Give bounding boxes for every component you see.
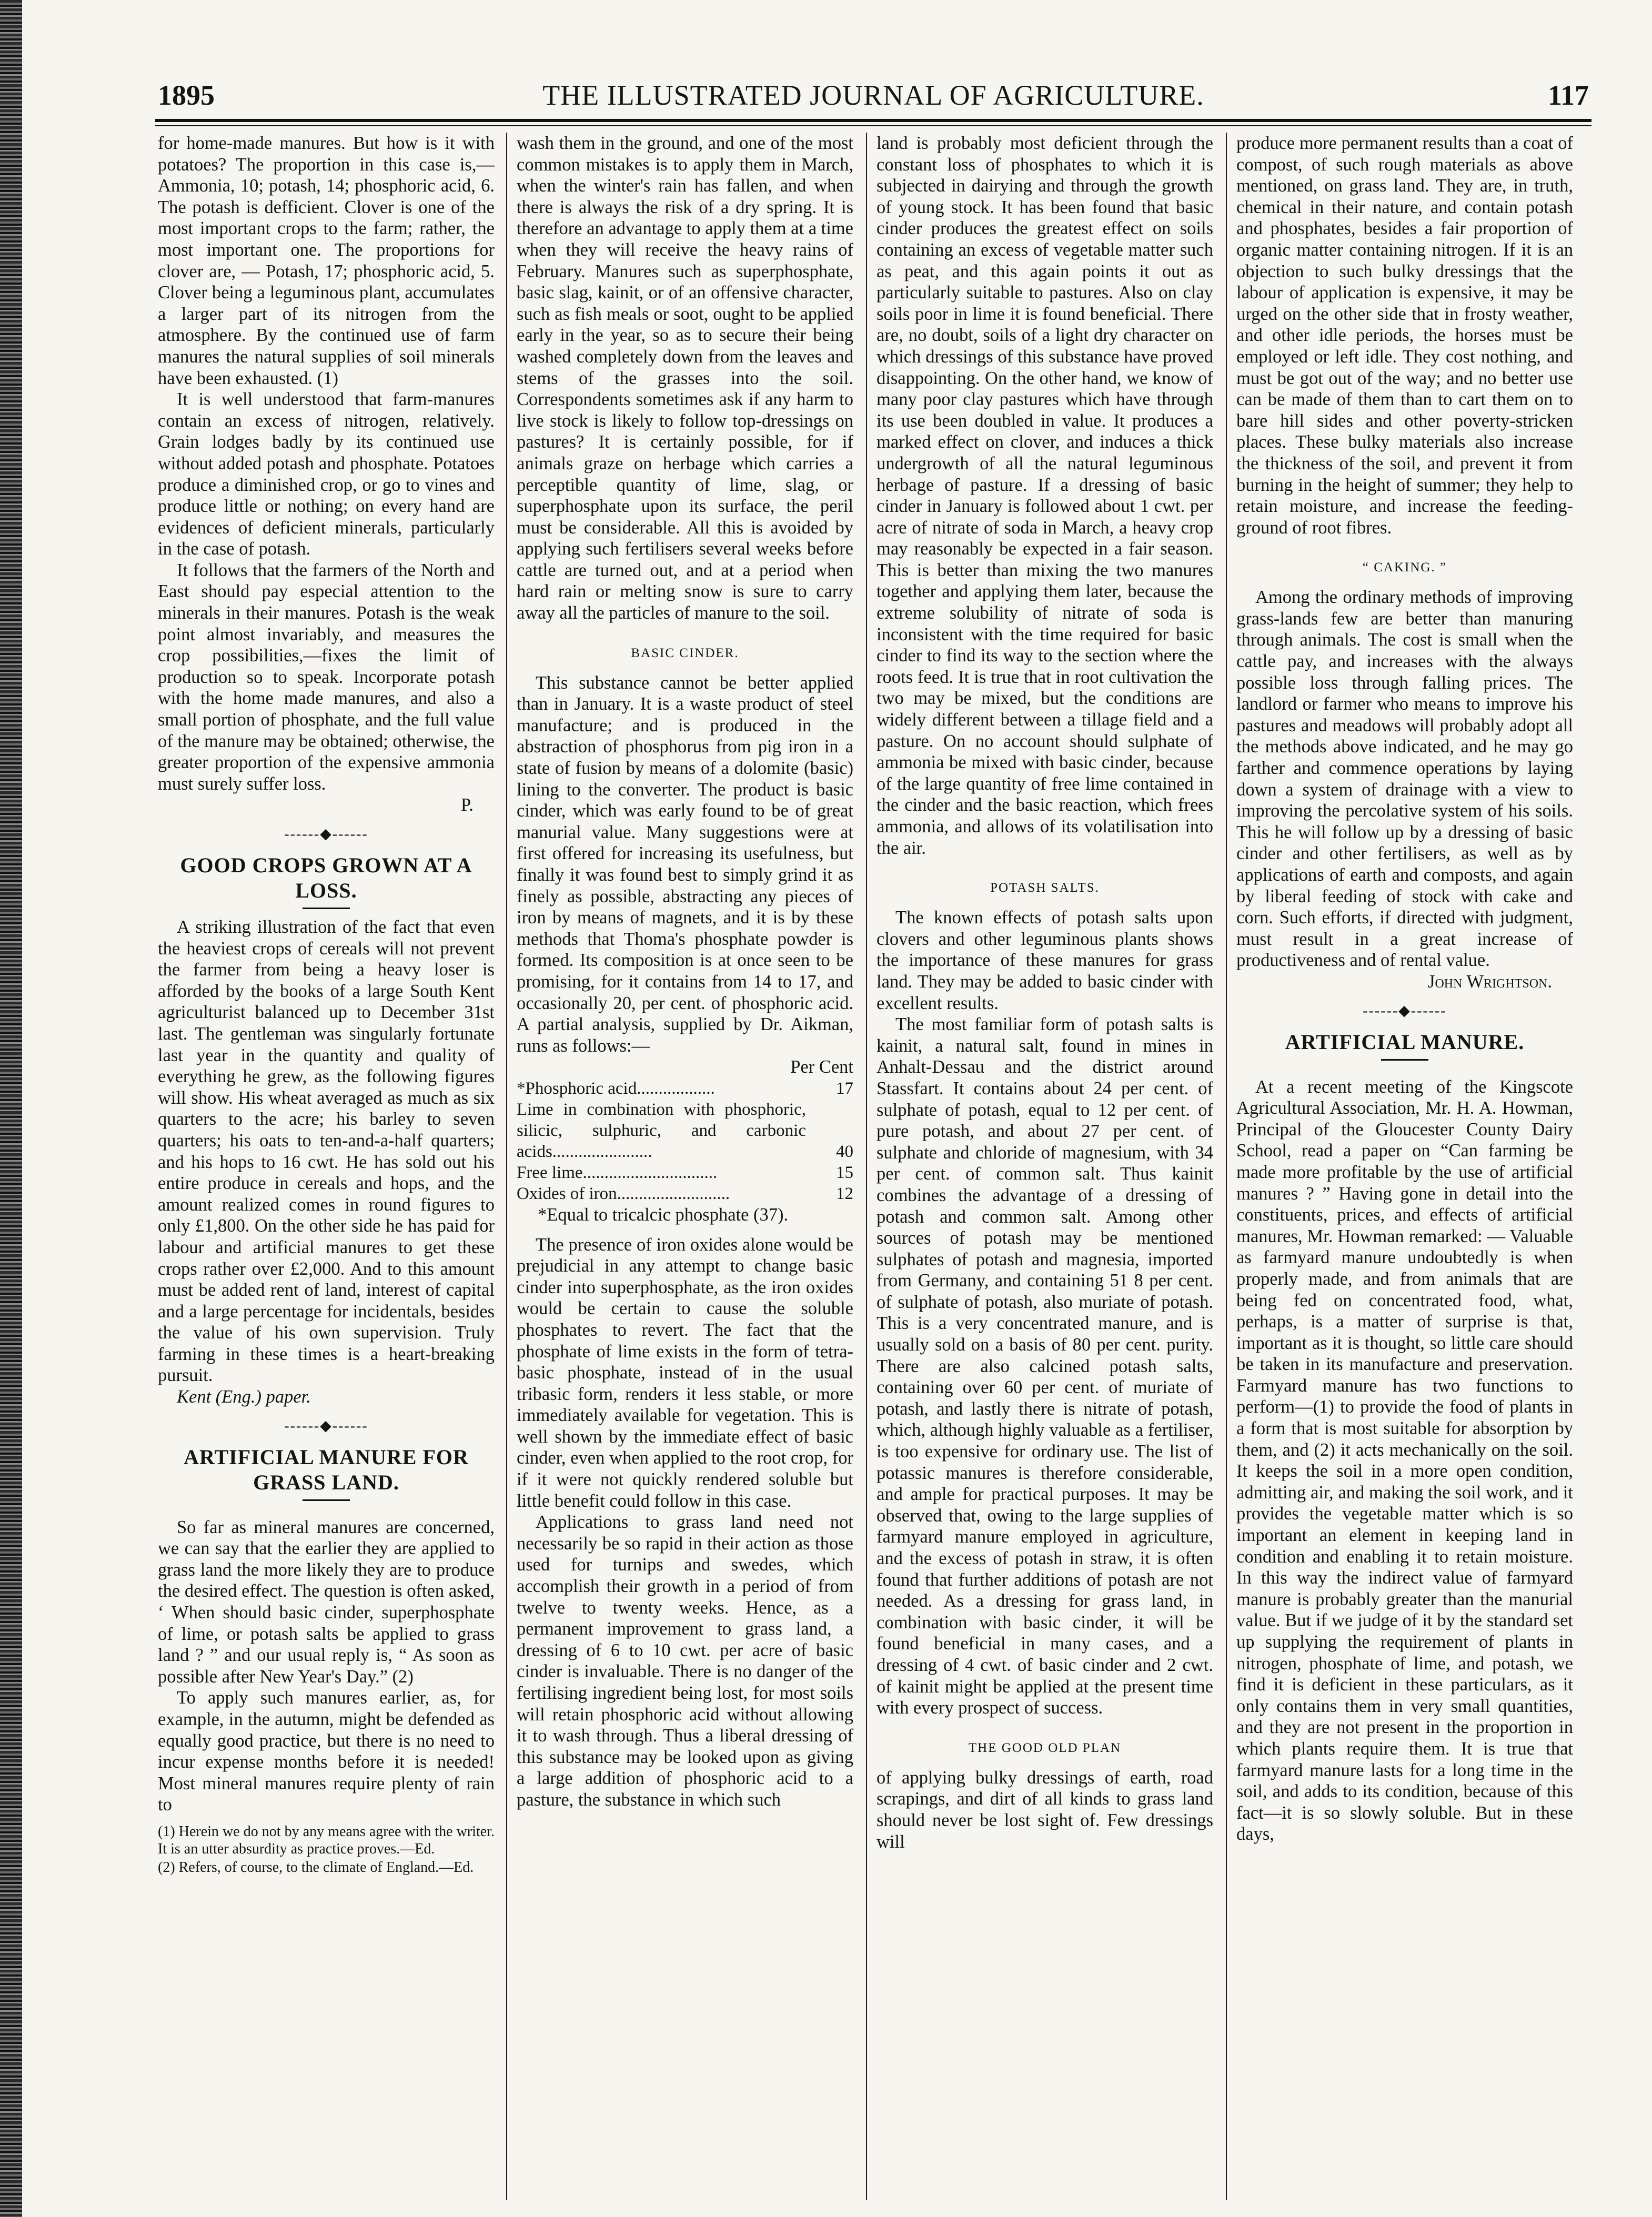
article-paragraph: wash them in the ground, and one of the most common mistakes is to apply them in March, when the winter's rain has fallen, and when there is always the risk of a dry spring. It is therefore an advantage to apply them at a time when they will receive the heavy rains of February. Manures such as superphosphate, basic slag, kainit, or of an offensive character, such as fish meals or soot, ought to be applied early in the year, so as to secure their being washed completely down from the leaves and stems of the grasses into the soil. Correspondents sometimes ask if any harm to live stock is likely to follow top-dressings on pastures? It is certainly possible, for if animals graze on herbage which carries a perceptible quantity of lime, slag, or superphosphate upon its surface, the peril must be considerable. All this is avoided by applying such fertilisers several weeks before cattle are turned out, and at a period when hard rain or melting snow is sure to carry away all the particles of manure to the soil. — [517, 133, 853, 623]
article-heading: GOOD CROPS GROWN AT A LOSS. — [180, 853, 472, 902]
header-rule-thick — [155, 119, 1591, 122]
table-row — [517, 1099, 853, 1162]
section-ornament: ------◆------ — [1363, 1002, 1447, 1019]
subsection-heading: “ CAKING. ” — [1362, 560, 1447, 575]
article-heading: ARTIFICIAL MANURE. — [1285, 1030, 1525, 1054]
section-ornament: ------◆------ — [284, 826, 368, 842]
article-heading: ARTIFICIAL MANURE FOR GRASS LAND. — [184, 1445, 469, 1494]
analysis-table — [517, 1078, 853, 1204]
article-paragraph: To apply such manures earlier, as, for example, in the autumn, might be defended as equally good practice, but there is no need to incur expense months before it is needed! Most mineral manures require plenty of rain to — [158, 1688, 495, 1815]
article-paragraph: of applying bulky dressings of earth, road scrapings, and dirt of all kinds to grass land should never be lost sight of. Few dressings will — [877, 1767, 1213, 1852]
source-credit: Kent (Eng.) paper. — [177, 1387, 311, 1407]
article-paragraph: The known effects of potash salts upon clovers and other leguminous plants shows the importance of these manures for grass land. They may be added to basic cinder with excellent results. — [877, 908, 1213, 1013]
column-divider — [506, 133, 507, 2200]
section-ornament: ------◆------ — [284, 1417, 368, 1434]
page-number: 117 — [1547, 79, 1589, 111]
analysis-column-header: Per Cent — [790, 1057, 853, 1077]
article-paragraph: Among the ordinary methods of improving grass-lands few are better than manuring through animals. The cost is small when the cattle pay, and increases with the always possible loss through falling prices. The landlord or farmer who means to improve his pastures and meadows will probably adopt all the methods above indicated, and he may go farther and commence operations by laying down a system of drainage with a view to improving the percolative system of his soils. This he will follow up by a dressing of basic cinder and other fertilisers, as well as by applications of earth and composts, and again by liberal feeding of stock with cake and corn. Such efforts, if directed with judgment, must result in a great increase of productiveness and of rental value. — [1236, 587, 1573, 971]
column-4 — [1236, 133, 1573, 2200]
table-row — [517, 1078, 853, 1099]
table-row — [517, 1162, 853, 1183]
article-paragraph: Applications to grass land need not necessarily be so rapid in their action as those used for turnips and swedes, which accomplish their growth in a period of from twelve to twenty weeks. Hence, as a permanent improvement to grass land, a dressing of 6 to 10 cwt. per acre of basic cinder is invaluable. There is no danger of the fertilising ingredient being lost, for most soils will retain phosphoric acid without allowing it to wash through. Thus a liberal dressing of this substance may be looked upon as giving a large addition of phosphoric acid to a pasture, the substance in which such — [517, 1512, 853, 1810]
table-row — [517, 1183, 853, 1204]
analysis-value: 12 — [836, 1184, 853, 1203]
heading-rule — [1381, 1059, 1428, 1061]
column-divider — [1226, 133, 1227, 2200]
author-signature: John Wrightson. — [1428, 971, 1552, 992]
journal-title: THE ILLUSTRATED JOURNAL OF AGRICULTURE. — [542, 79, 1204, 111]
column-2 — [517, 133, 853, 2200]
subsection-heading: THE GOOD OLD PLAN — [968, 1740, 1122, 1755]
article-paragraph: for home-made manures. But how is it with potatoes? The proportion in this case is,—Ammonia, 10; potash, 14; phosphoric acid, 6. The potash is defficient. Clover is one of the most important crops to the farm; rather, the most important one. The proportions for clover are, — Potash, 17; phosphoric acid, 5. Clover being a leguminous plant, accumulates a larger part of its nitrogen from the atmosphere. By the continued use of farm manures the natural supplies of soil minerals have been exhausted. (1) — [158, 133, 495, 388]
subsection-heading: POTASH SALTS. — [990, 881, 1100, 895]
running-header — [158, 79, 1589, 121]
heading-rule — [303, 1499, 350, 1501]
analysis-value: 17 — [836, 1079, 853, 1098]
analysis-label: Lime in combination with phosphoric, silicic, sulphuric, and carbonic acids....................... — [517, 1100, 806, 1161]
analysis-value: 40 — [836, 1142, 853, 1161]
column-divider — [866, 133, 867, 2200]
article-paragraph: land is probably most deficient through the constant loss of phosphates to which it is subjected in dairying and through the growth of young stock. It has been found that basic cinder produces the greatest effect on soils containing an excess of vegetable matter such as peat, and this again points it out as particularly suitable to pastures. Also on clay soils poor in lime it is found beneficial. There are, no doubt, soils of a light dry character on which dressings of this substance have proved disappointing. On the other hand, we know of many poor clay pastures which have through its use been doubled in value. It produces a marked effect on clover, and induces a thick undergrowth of all the natural leguminous herbage of pasture. If a dressing of basic cinder in January is followed about 1 cwt. per acre of nitrate of soda in March, a heavy crop may reasonably be expected in a fair season. This is better than mixing the two manures together and applying them later, because the extreme solubility of nitrate of soda is inconsistent with the time required for basic cinder to find its way to the section where the roots feed. It is true that in root cultivation the two may be mixed, but the conditions are widely different between a tillage field and a pasture. On no account should sulphate of ammonia be mixed with basic cinder, because of the large quantity of free lime contained in the cinder and the basic reaction, which frees ammonia, and allows of its volatilisation into the air. — [877, 133, 1213, 858]
article-paragraph: The most familiar form of potash salts is kainit, a natural salt, found in mines in Anhalt-Dessau and the district around Stassfart. It contains about 24 per cent. of sulphate of potash, equal to 12 per cent. of pure potash, and about 27 per cent. of sulphate and chloride of magnesium, with 34 per cent. of common salt. Thus kainit combines the advantage of a dressing of potash and common salt. Among other sources of potash may be mentioned sulphates of potash and magnesia, imported from Germany, and containing 51 8 per cent. of sulphate of potash, also muriate of potash. This is a very concentrated manure, and is usually sold on a basis of 80 per cent. purity. There are also calcined potash salts, containing over 60 per cent. of muriate of potash, and lastly there is nitrate of potash, which, although highly valuable as a fertiliser, is too expensive for ordinary use. The list of potassic manures is therefore considerable, and ample for practical purposes. It may be observed that, owing to the large supplies of farmyard manure employed in agriculture, and the excess of potash in straw, it is often found that further additions of potash are not needed. As a dressing for grass land, in combination with basic cinder, it will be found beneficial in many cases, and a dressing of 4 cwt. of basic cinder and 2 cwt. of kainit might be applied at the present time with every prospect of success. — [877, 1014, 1213, 1718]
analysis-value: 15 — [836, 1163, 853, 1182]
article-paragraph: A striking illustration of the fact that even the heaviest crops of cereals will not prevent the farmer from being a heavy loser is afforded by the books of a large South Kent agriculturist balanced up to December 31st last. The gentleman was singularly fortunate last year in the quantity and quality of everything he grew, as the following figures will show. His wheat averaged as much as six quarters to the acre; his barley to seven quarters; his oats to ten-and-a-half quarters; and his hops to 16 cwt. He has sold out his entire produce in cereals and hops, and the amount realized comes in round figures to only £1,800. On the other side he has paid for labour and artificial manures to get these crops rather over £2,000. And to this amount must be added rent of land, interest of capital and a large percentage for incidentals, besides the value of his own supervision. Truly farming in these times is a heart-breaking pursuit. — [158, 917, 495, 1386]
footnote: (2) Refers, of course, to the climate of England.—Ed. — [158, 1859, 474, 1876]
analysis-label: Free lime............................... — [517, 1163, 718, 1182]
article-paragraph: At a recent meeting of the Kingscote Agricultural Association, Mr. H. A. Howman, Principal of the Gloucester County Dairy School, read a paper on “Can farming be made more profitable by the use of artificial manures ? ” Having gone in detail into the constituents, prices, and effects of artificial manures, Mr. Howman remarked: — Valuable as farmyard manure undoubtedly is when properly made, and from animals that are being fed on concentrated food, what, perhaps, is a matter of surprise is that, important as it is thought, so little care should be taken in its manufacture and preservation. Farmyard manure has two functions to perform—(1) to provide the food of plants in a form that is most suitable for absorption by them, and (2) it acts mechanically on the soil. It keeps the soil in a more open condition, admitting air, and making the soil work, and it provides the vegetable matter which is so important an element in keeping land in condition and enabling it to retain moisture. In this way the indirect value of farmyard manure is probably greater than the manurial value. But if we judge of it by the standard set up supplying the requirement of plants in nitrogen, phosphate of lime, and potash, we find it is deficient in these particulars, as it only contains them in very small quantities, and they are not present in the proportion in which plants require them. It is true that farmyard manure lasts for a long time in the soil, and adds to its condition, because of this fact—it is so slowly soluble. But in these days, — [1236, 1076, 1573, 1845]
article-paragraph: It is well understood that farm-manures contain an excess of nitrogen, relatively. Grain lodges badly by its continued use without added potash and phosphate. Potatoes produce a diminished crop, or go to vines and produce little or nothing; on every hand are evidences of deficient minerals, particularly in the case of potash. — [158, 389, 495, 559]
article-paragraph: The presence of iron oxides alone would be prejudicial in any attempt to change basic cinder into superphosphate, as the iron oxides would be certain to cause the soluble phosphates to revert. The fact that the phosphate of lime exists in the form of tetra-basic phosphate, instead of in the usual tribasic form, renders it less stable, or more immediately available for vegetation. This is well shown by the immediate effect of basic cinder, even when applied to the root crop, for if it were not quickly rendered soluble but little benefit could follow in this case. — [517, 1234, 853, 1511]
article-paragraph: It follows that the farmers of the North and East should pay especial attention to the minerals in their manures. Potash is the weak point almost invariably, and measures the crop possibilities,—fixes the limit of production so to speak. Incorporate potash with the home made manures, and also a small portion of phosphate, and the full value of the manure may be obtained; otherwise, the greater proportion of the expensive ammonia must surely suffer loss. — [158, 560, 495, 794]
analysis-label: Oxides of iron.......................... — [517, 1184, 730, 1203]
author-signature: P. — [461, 795, 474, 815]
footnote: (1) Herein we do not by any means agree with the writer. It is an utter absurdity as practice proves.—Ed. — [158, 1823, 495, 1857]
scanned-page-edge — [0, 0, 22, 2217]
article-paragraph: So far as mineral manures are concerned, we can say that the earlier they are applied to grass land the more likely they are to produce the desired effect. The question is often asked, ‘ When should basic cinder, superphosphate of lime, or potash salts be applied to grass land ? ” and our usual reply is, “ As soon as possible after New Year's Day.” (2) — [158, 1517, 495, 1687]
analysis-note: *Equal to tricalcic phosphate (37). — [538, 1204, 789, 1225]
heading-rule — [303, 908, 350, 909]
column-3 — [877, 133, 1213, 2200]
column-1 — [158, 133, 495, 2200]
header-year: 1895 — [158, 79, 215, 111]
header-rule-thin — [155, 125, 1591, 126]
article-paragraph: produce more permanent results than a coat of compost, of such rough materials as above mentioned, on grass land. They are, in truth, chemical in their nature, and contain potash and phosphates, besides a fair proportion of organic matter containing nitrogen. If it is an objection to such bulky dressings that the labour of application is expensive, it may be urged on the other side that in frosty weather, and other idle periods, the horses must be employed or left idle. They cost nothing, and must be got out of the way; and no better use can be made of them than to cart them on to bare hill sides and other poverty-stricken places. These bulky materials also increase the thickness of the soil, and prevent it from burning in the height of summer; they help to retain moisture, and increase the feeding-ground of root fibres. — [1236, 133, 1573, 538]
analysis-label: *Phosphoric acid.................. — [517, 1079, 715, 1098]
article-paragraph: This substance cannot be better applied than in January. It is a waste product of steel manufacture; and is produced in the abstraction of phosphorus from pig iron in a state of fusion by means of a dolomite (basic) lining to the converter. The product is basic cinder, which was early found to be of great manurial value. Many suggestions were at first offered for increasing its usefulness, but finally it was found best to simply grind it as finely as possible, abstracting any pieces of iron by means of magnets, and it is by these methods that Thoma's phosphate powder is formed. Its composition is at once seen to be promising, for it contains from 14 to 17, and occasionally 20, per cent. of phosphoric acid. A partial analysis, supplied by Dr. Aikman, runs as follows:— — [517, 672, 853, 1056]
subsection-heading: BASIC CINDER. — [631, 646, 739, 660]
